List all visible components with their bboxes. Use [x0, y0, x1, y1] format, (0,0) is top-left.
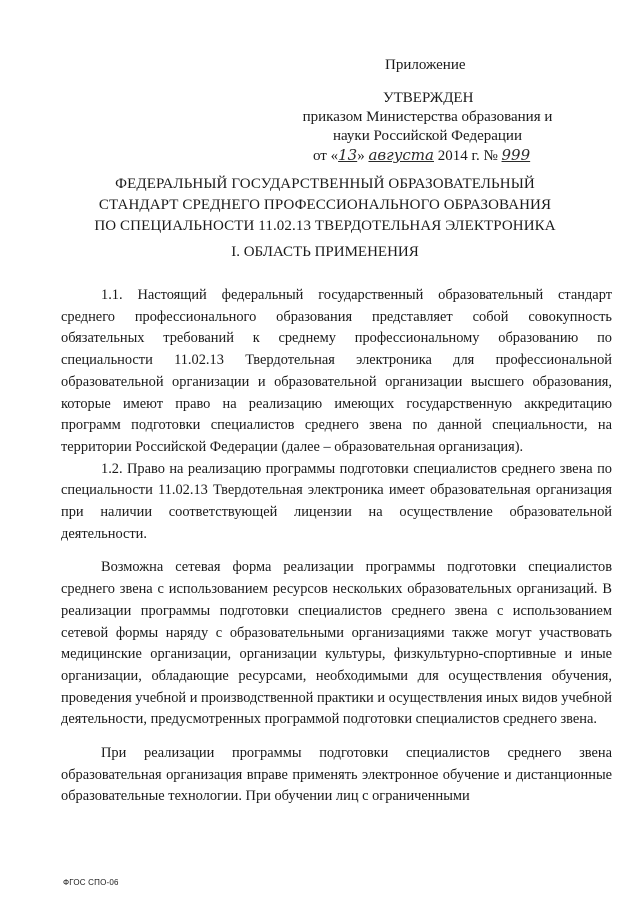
- approval-block: [295, 56, 595, 166]
- order-line-1: приказом Министерства образования и: [302, 109, 553, 125]
- title-line-1: ФЕДЕРАЛЬНЫЙ ГОСУДАРСТВЕННЫЙ ОБРАЗОВАТЕЛЬНЫЙ: [115, 176, 535, 192]
- approved-label: УТВЕРЖДЕН: [383, 90, 474, 106]
- appendix-label: Приложение: [385, 57, 466, 73]
- order-number: 999: [501, 146, 531, 164]
- order-date-line: [313, 146, 595, 166]
- document-title: [40, 174, 610, 237]
- paragraph-1-1: 1.1. Настоящий федеральный государственный образовательный стандарт среднего профессионального образования представляет собой совокупность обязательных требований к среднему профессиональному образованию по специальности 11.02.13 Твердотельная электроника для профессиональной образовательной организации и образовательной организации высшего образования, которые имеют право на реализацию имеющих государственную аккредитацию программ подготовки специалистов среднего звена по данной специальности, на территории Российской Федерации (далее – образовательная организация).: [61, 287, 612, 455]
- paragraph-1-2: 1.2. Право на реализацию программы подготовки специалистов среднего звена по специальности 11.02.13 Твердотельная электроника имеет образовательная организация при наличии соответствующей лицензии на осуществление образовательной деятельности.: [61, 460, 612, 542]
- footer-code: ФГОС СПО-06: [63, 878, 119, 887]
- title-line-3: ПО СПЕЦИАЛЬНОСТИ 11.02.13 ТВЕРДОТЕЛЬНАЯ ЭЛЕКТРОНИКА: [94, 218, 556, 234]
- date-day: 13: [338, 146, 358, 164]
- document-body: [61, 285, 612, 808]
- paragraph-network-form: Возможна сетевая форма реализации программы подготовки специалистов среднего звена с использованием ресурсов нескольких образовательных организаций. В реализации программы подготовки специалистов среднего звена с использованием сетевой формы наряду с образовательными организациями также могут участвовать медицинские организации, организации культуры, физкультурно-спортивные и иные организации, обладающие ресурсами, необходимыми для осуществления обучения, проведения учебной и производственной практики и осуществления иных видов учебной деятельности, предусмотренных программой подготовки специалистов среднего звена.: [61, 559, 612, 728]
- order-line-2: науки Российской Федерации: [332, 128, 522, 144]
- paragraph-elearning: При реализации программы подготовки специалистов среднего звена образовательная организация вправе применять электронное обучение и дистанционные образовательные технологии. При обучении лиц с ограниченными: [61, 745, 612, 805]
- date-month: августа: [368, 146, 434, 164]
- section-heading: I. ОБЛАСТЬ ПРИМЕНЕНИЯ: [231, 244, 419, 260]
- date-prefix: от «: [313, 148, 339, 164]
- date-mid: »: [357, 148, 369, 164]
- date-year: 2014 г. №: [433, 148, 502, 164]
- title-line-2: СТАНДАРТ СРЕДНЕГО ПРОФЕССИОНАЛЬНОГО ОБРАЗОВАНИЯ: [98, 197, 552, 213]
